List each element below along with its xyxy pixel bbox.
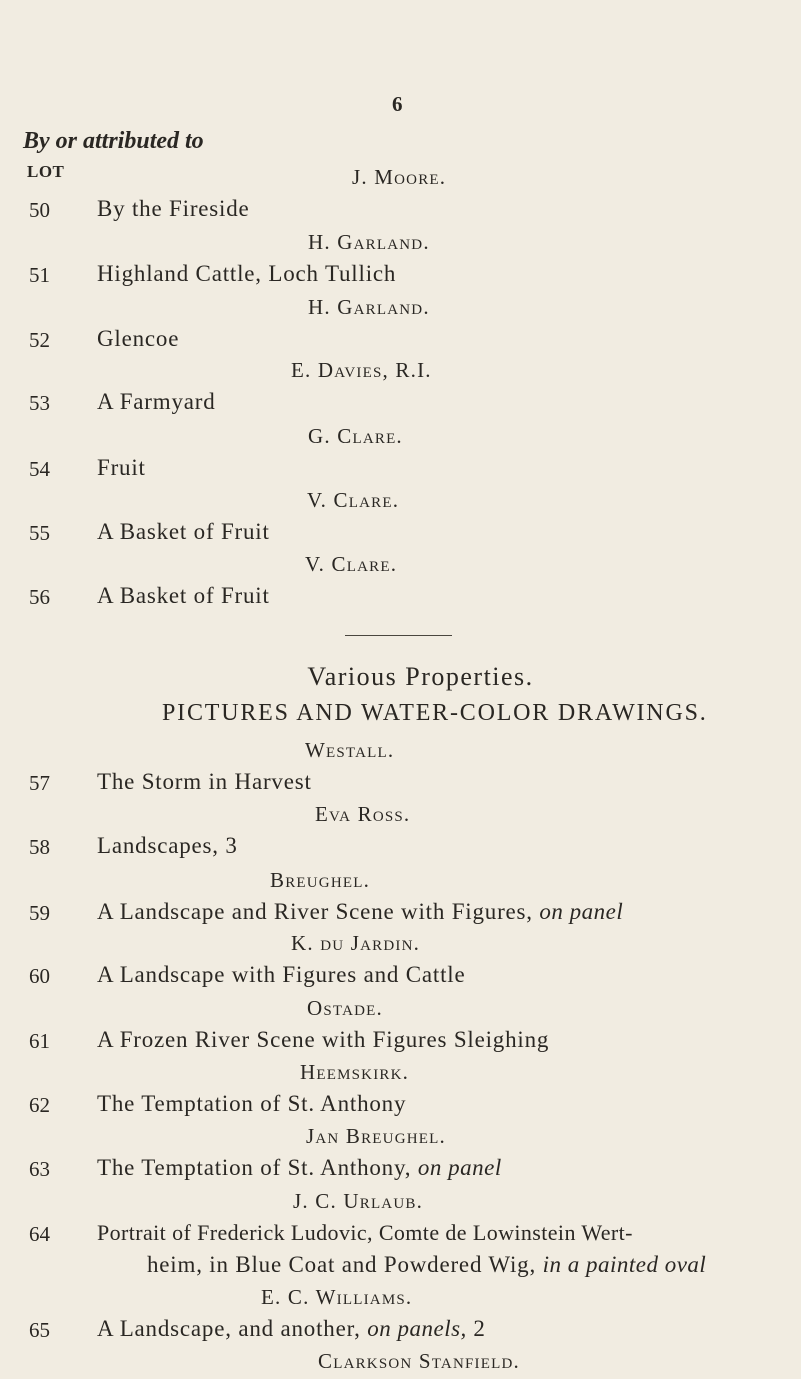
lot-number: 56: [29, 584, 50, 609]
artist-name: E. C. Williams.: [261, 1285, 413, 1310]
artist-name: J. Moore.: [352, 164, 447, 189]
lot-number: 52: [29, 327, 50, 352]
section-title: Various Properties.: [307, 661, 534, 691]
artist-name: H. Garland.: [308, 229, 430, 254]
lot-title: A Frozen River Scene with Figures Sleighing: [97, 1027, 550, 1053]
lot-title-text: The Temptation of St. Anthony,: [97, 1155, 412, 1181]
lot-title: [97, 1316, 486, 1342]
lot-note: in a painted oval: [542, 1252, 707, 1278]
lot-note: on panels,: [367, 1316, 467, 1342]
artist-name: Ostade.: [307, 996, 383, 1021]
artist-name: H. Garland.: [308, 294, 430, 319]
page-number: 6: [392, 92, 403, 116]
lot-number: 50: [29, 197, 50, 222]
lot-title-continued: [147, 1252, 706, 1278]
lot-title-text: heim, in Blue Coat and Powdered Wig,: [147, 1252, 537, 1278]
artist-name: K. du Jardin.: [291, 931, 421, 956]
lot-note: on panel: [417, 1155, 502, 1181]
lot-title: The Temptation of St. Anthony: [97, 1091, 407, 1117]
artist-name: Jan Breughel.: [306, 1124, 446, 1149]
artist-name: Clarkson Stanfield.: [318, 1349, 520, 1374]
lot-title: Fruit: [97, 454, 146, 480]
lot-note: on panel: [539, 899, 624, 925]
lot-title: A Landscape with Figures and Cattle: [97, 962, 466, 988]
lot-quantity: 2: [473, 1316, 486, 1342]
lot-number: 59: [29, 901, 50, 926]
artist-name: J. C. Urlaub.: [293, 1189, 424, 1214]
artist-name: E. Davies, R.I.: [291, 357, 432, 382]
artist-name: G. Clare.: [308, 423, 403, 448]
artist-name: V. Clare.: [305, 551, 398, 576]
lot-number: 60: [29, 964, 50, 989]
lot-number: 63: [29, 1157, 50, 1182]
lot-number: 51: [29, 262, 50, 287]
section-divider: [345, 635, 452, 636]
lot-title-text: A Landscape and River Scene with Figures,: [97, 899, 533, 925]
artist-name: Breughel.: [270, 868, 371, 893]
artist-name: Eva Ross.: [315, 802, 411, 827]
lot-number: 61: [29, 1029, 50, 1054]
lot-title: A Basket of Fruit: [97, 582, 270, 608]
lot-title: Glencoe: [97, 325, 180, 351]
lot-title: By the Fireside: [97, 195, 250, 221]
artist-name: V. Clare.: [307, 487, 400, 512]
lot-title: A Farmyard: [97, 388, 216, 414]
lot-number: 57: [29, 771, 50, 796]
lot-number: 53: [29, 390, 50, 415]
lot-title: The Storm in Harvest: [97, 769, 312, 795]
lot-title: Highland Cattle, Loch Tullich: [97, 260, 397, 286]
lot-number: 54: [29, 456, 50, 481]
artist-name: Heemskirk.: [300, 1060, 410, 1085]
lot-number: 64: [29, 1222, 50, 1247]
lot-title: [97, 1155, 502, 1181]
lot-number: 55: [29, 520, 50, 545]
lot-title: A Basket of Fruit: [97, 518, 270, 544]
artist-name: Westall.: [305, 737, 395, 762]
lot-number: 65: [29, 1318, 50, 1343]
attribution-heading: By or attributed to: [23, 128, 204, 154]
lot-title: [97, 899, 623, 925]
lot-number: 58: [29, 835, 50, 860]
section-subtitle: PICTURES AND WATER-COLOR DRAWINGS.: [162, 699, 708, 726]
lot-title-text: A Landscape, and another,: [97, 1316, 361, 1342]
lot-column-header: LOT: [27, 162, 65, 181]
lot-number: 62: [29, 1093, 50, 1118]
lot-title: Landscapes, 3: [97, 833, 238, 859]
lot-title: Portrait of Frederick Ludovic, Comte de Lowinstein Wert-: [97, 1220, 633, 1246]
